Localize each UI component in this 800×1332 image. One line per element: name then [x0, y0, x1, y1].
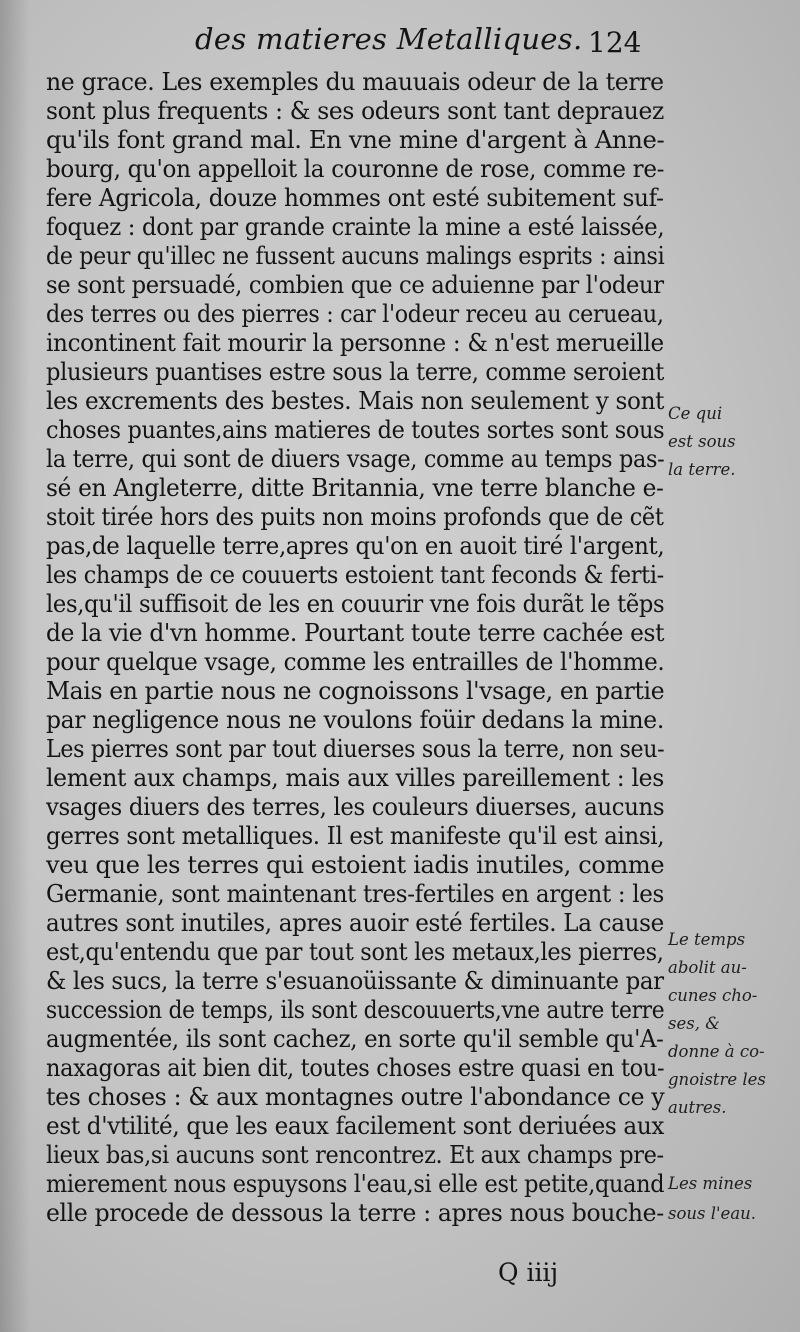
- text-line: est d'vtilité, que les eaux facilement sont deriuées aux: [46, 1111, 665, 1140]
- text-line: naxagoras ait bien dit, toutes choses estre quasi en tou-: [46, 1053, 665, 1082]
- text-line: choses puantes,ains matieres de toutes sortes sont sous: [46, 415, 665, 444]
- text-line: mierement nous espuysons l'eau,si elle est petite,quand: [46, 1169, 665, 1198]
- text-line: se sont persuadé, combien que ce aduienne par l'odeur: [46, 270, 664, 299]
- margin-note: sous l'eau.: [668, 1204, 757, 1223]
- running-head: des matieres Metalliques.: [195, 22, 583, 56]
- text-line: Germanie, sont maintenant tres-fertiles en argent : les: [46, 879, 664, 908]
- text-line: succession de temps, ils sont descouuerts,vne autre terre: [46, 995, 665, 1024]
- text-line: stoit tirée hors des puits non moins profonds que de cẽt: [46, 502, 664, 531]
- page-number: 124: [588, 26, 642, 59]
- margin-note: autres.: [668, 1098, 727, 1117]
- text-line: foquez : dont par grande crainte la mine a esté laissée,: [46, 212, 665, 241]
- margin-note: ses, &: [668, 1014, 720, 1033]
- text-line: pour quelque vsage, comme les entrailles de l'homme.: [46, 647, 665, 676]
- text-line: pas,de laquelle terre,apres qu'on en auoit tiré l'argent,: [46, 531, 665, 560]
- text-line: de peur qu'illec ne fussent aucuns malings esprits : ainsi: [46, 241, 665, 270]
- margin-note: est sous: [668, 432, 736, 451]
- margin-note: Les mines: [668, 1174, 753, 1193]
- margin-note: la terre.: [668, 460, 736, 479]
- text-line: Les pierres sont par tout diuerses sous la terre, non seu-: [46, 734, 665, 763]
- text-line: gerres sont metalliques. Il est manifeste qu'il est ainsi,: [46, 821, 665, 850]
- text-line: Mais en partie nous ne cognoissons l'vsage, en partie: [46, 676, 665, 705]
- text-line: & les sucs, la terre s'esuanoüissante & diminuante par: [46, 966, 664, 995]
- margin-note: abolit au-: [668, 958, 747, 977]
- text-line: fere Agricola, douze hommes ont esté subitement suf-: [46, 183, 664, 212]
- text-line: augmentée, ils sont cachez, en sorte qu'il semble qu'A-: [46, 1024, 664, 1053]
- margin-note: gnoistre les: [668, 1070, 766, 1089]
- text-line: elle procede de dessous la terre : apres nous bouche-: [46, 1198, 664, 1227]
- text-line: ne grace. Les exemples du mauuais odeur de la terre: [46, 67, 664, 96]
- text-line: vsages diuers des terres, les couleurs diuerses, aucuns: [46, 792, 665, 821]
- text-line: veu que les terres qui estoient iadis inutiles, comme: [46, 850, 665, 879]
- text-line: les champs de ce couuerts estoient tant feconds & ferti-: [46, 560, 664, 589]
- text-line: des terres ou des pierres : car l'odeur receu au cerueau,: [46, 299, 664, 328]
- margin-note: Ce qui: [668, 404, 723, 423]
- text-line: sont plus frequents : & ses odeurs sont tant deprauez: [46, 96, 664, 125]
- text-line: par negligence nous ne voulons foüir dedans la mine.: [46, 705, 664, 734]
- text-line: lieux bas,si aucuns sont rencontrez. Et aux champs pre-: [46, 1140, 664, 1169]
- text-line: tes choses : & aux montagnes outre l'abondance ce y: [46, 1082, 665, 1111]
- margin-note: Le temps: [668, 930, 746, 949]
- text-line: autres sont inutiles, apres auoir esté fertiles. La cause: [46, 908, 664, 937]
- text-line: bourg, qu'on appelloit la couronne de rose, comme re-: [46, 154, 665, 183]
- signature-mark: Q iiij: [498, 1258, 559, 1287]
- text-line: sé en Angleterre, ditte Britannia, vne terre blanche e-: [46, 473, 664, 502]
- text-line: est,qu'entendu que par tout sont les metaux,les pierres,: [46, 937, 664, 966]
- margin-note: cunes cho-: [668, 986, 758, 1005]
- text-line: plusieurs puantises estre sous la terre, comme seroient: [46, 357, 664, 386]
- text-line: de la vie d'vn homme. Pourtant toute terre cachée est: [46, 618, 665, 647]
- text-line: lement aux champs, mais aux villes pareillement : les: [46, 763, 664, 792]
- text-line: incontinent fait mourir la personne : & n'est merueille: [46, 328, 664, 357]
- text-line: les,qu'il suffisoit de les en couurir vne fois durãt le tẽps: [46, 589, 665, 618]
- text-line: la terre, qui sont de diuers vsage, comme au temps pas-: [46, 444, 665, 473]
- margin-note: donne à co-: [668, 1042, 765, 1061]
- text-line: qu'ils font grand mal. En vne mine d'argent à Anne-: [46, 125, 665, 154]
- text-line: les excrements des bestes. Mais non seulement y sont: [46, 386, 665, 415]
